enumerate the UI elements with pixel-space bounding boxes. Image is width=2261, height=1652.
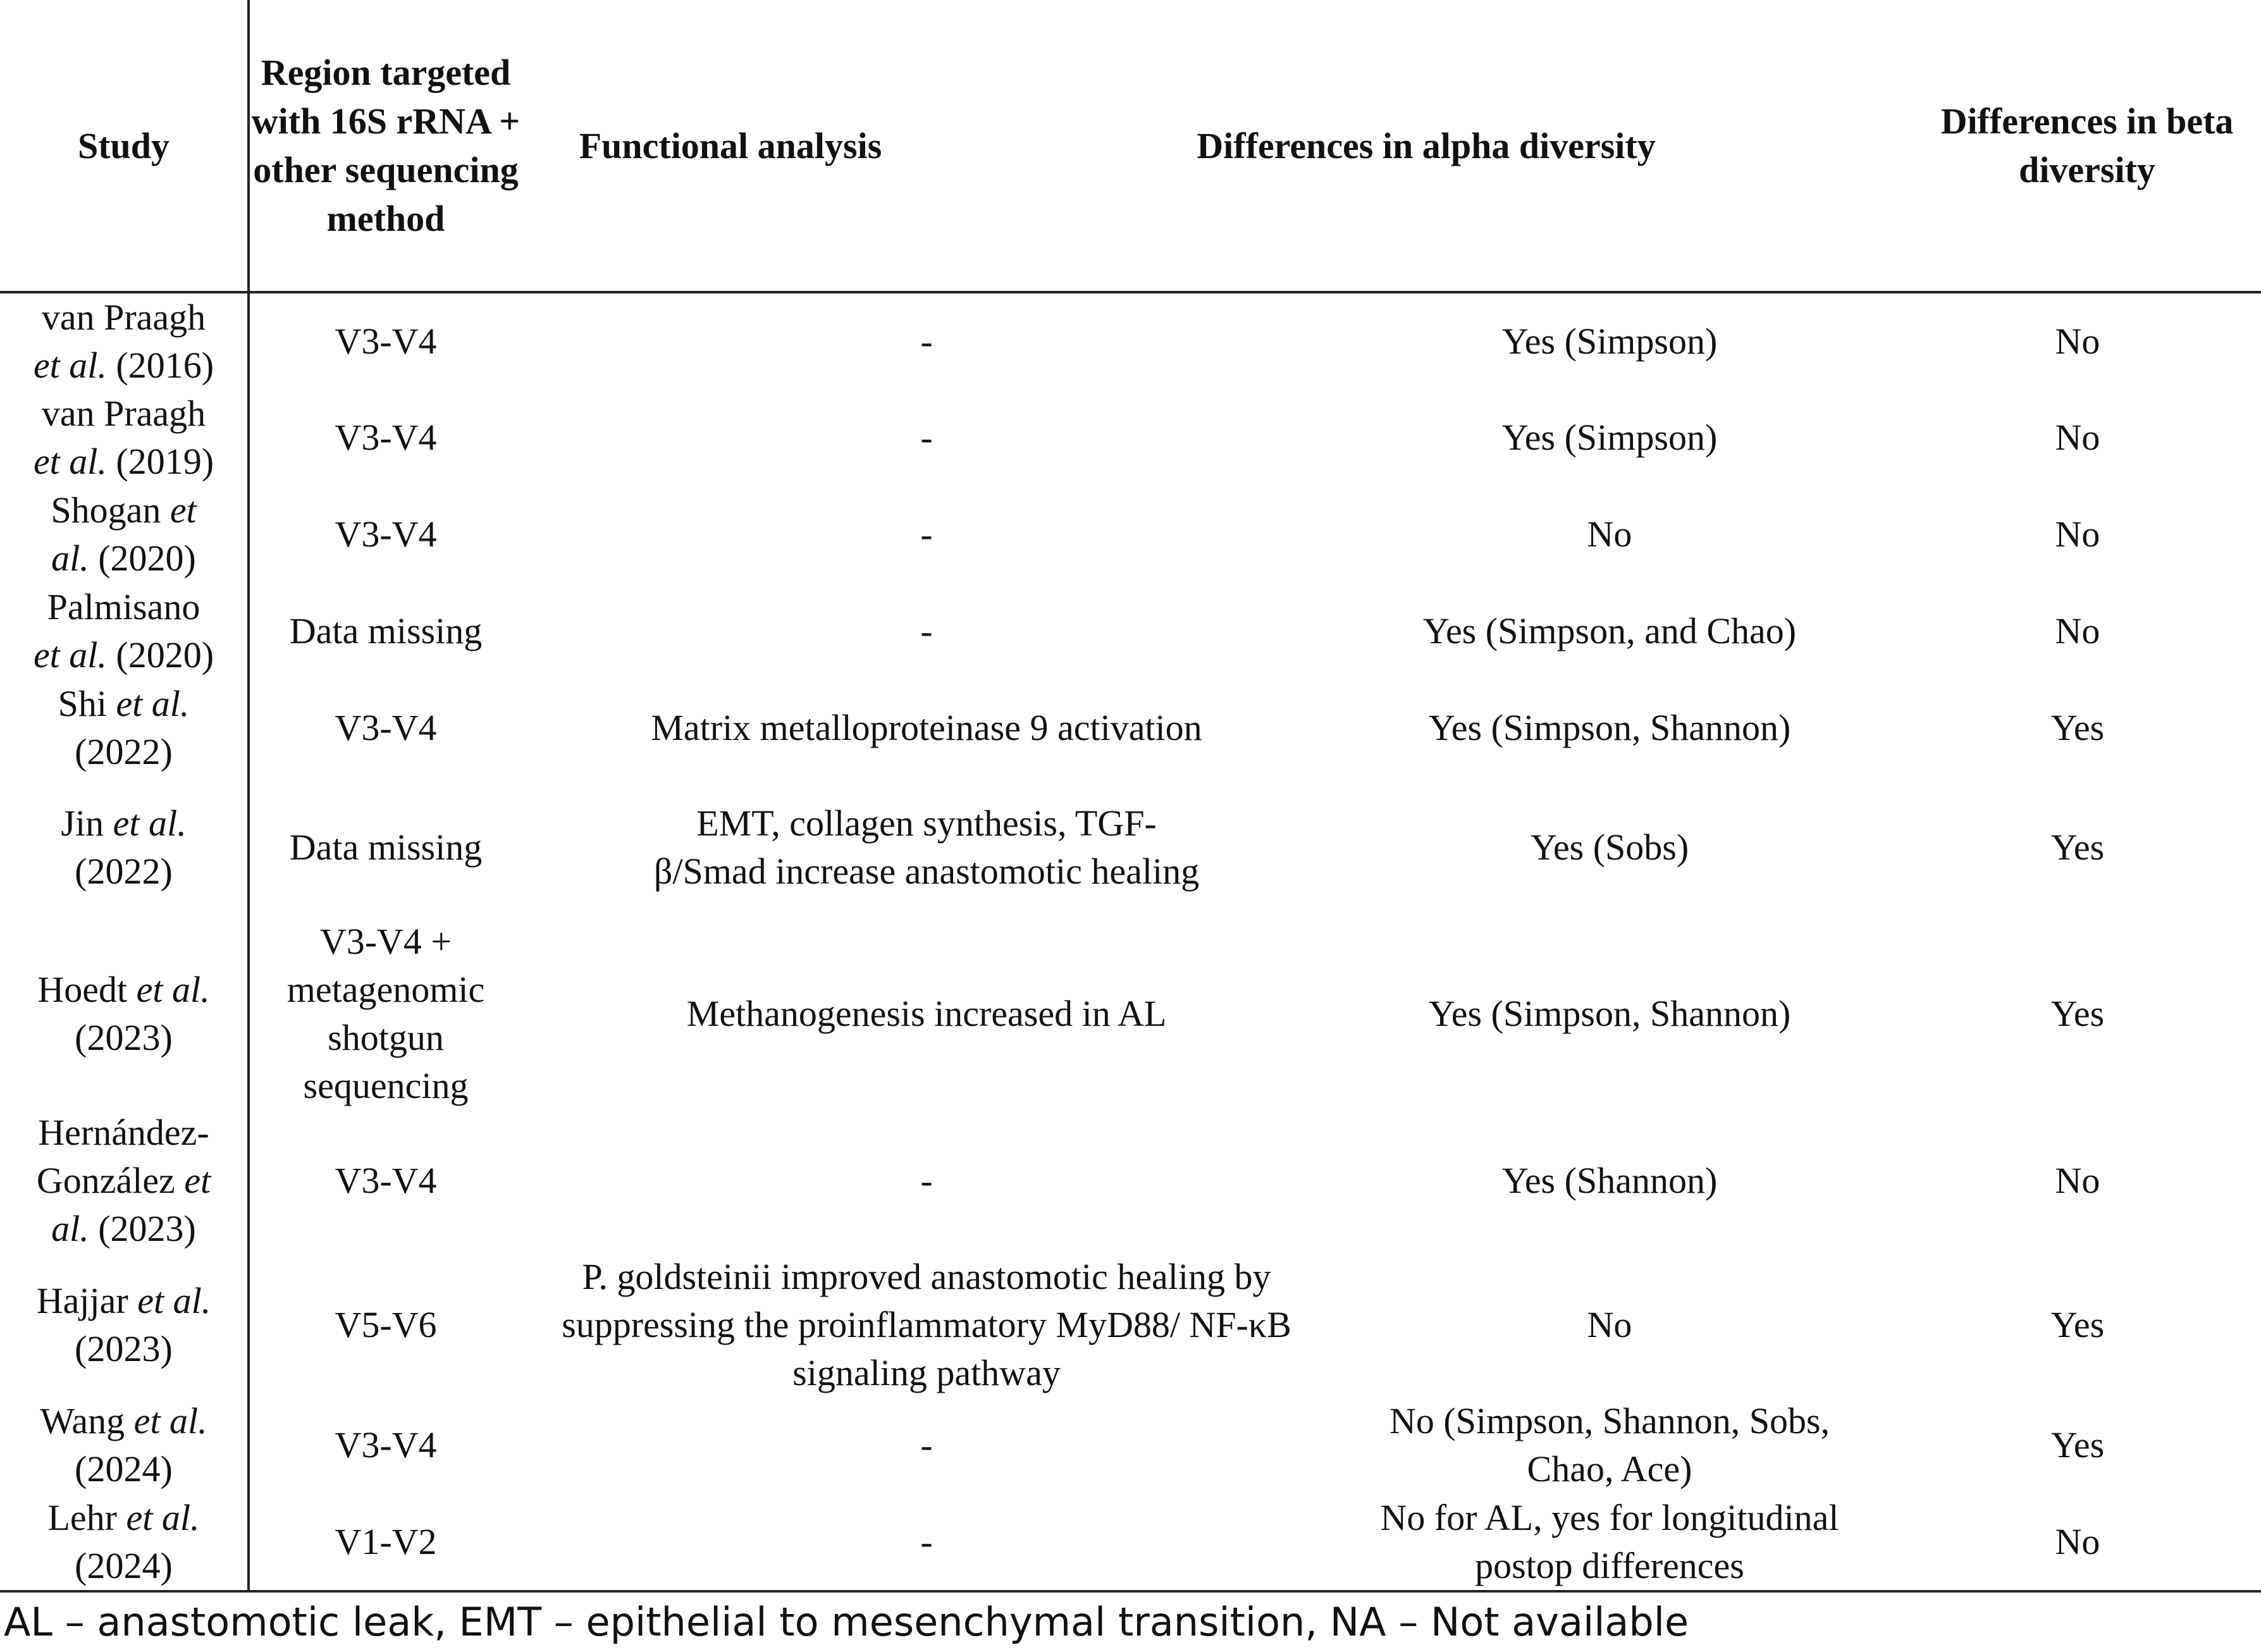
alpha-cell: Yes (Simpson, Shannon) — [1428, 706, 1791, 748]
functional-cell: - — [920, 610, 933, 651]
table-row — [0, 679, 2261, 776]
alpha-cell: Yes (Simpson, Shannon) — [1428, 993, 1791, 1034]
header-functional-analysis: Functional analysis — [579, 125, 882, 166]
functional-cell: - — [920, 320, 933, 362]
region-cell: V3-V4 + metagenomic shotgun sequencing — [286, 921, 485, 1106]
table-row — [0, 776, 2261, 919]
table-row — [0, 1493, 2261, 1590]
table-row — [0, 583, 2261, 679]
beta-cell: Yes — [2050, 993, 2105, 1034]
beta-cell: No — [2055, 513, 2100, 555]
study-cell: Wang et al. (2024) — [40, 1400, 207, 1489]
bottom-rule — [0, 1590, 2261, 1593]
table-row — [0, 1396, 2261, 1493]
alpha-cell: Yes (Simpson, and Chao) — [1422, 610, 1797, 651]
region-cell: V5-V6 — [335, 1304, 437, 1345]
header-region: Region targeted with 16S rRNA + other sequencing method — [251, 52, 521, 239]
table-row — [0, 293, 2261, 389]
study-cell: Jin et al. (2022) — [61, 803, 187, 892]
table-row — [0, 389, 2261, 486]
table-row — [0, 1253, 2261, 1396]
functional-cell: - — [920, 1520, 933, 1562]
alpha-cell: Yes (Simpson) — [1501, 416, 1718, 458]
study-cell: van Praagh et al. (2016) — [33, 296, 214, 386]
functional-cell: P. goldsteinii improved anastomotic healing by suppressing the proinflammatory MyD88/ NF-κB signaling pathway — [562, 1255, 1291, 1393]
table-footnote: AL – anastomotic leak, EMT – epithelial to mesenchymal transition, NA – Not available — [4, 1599, 1689, 1645]
functional-cell: - — [920, 513, 933, 555]
study-cell: Lehr et al. (2024) — [47, 1496, 200, 1586]
region-cell: V1-V2 — [335, 1520, 437, 1562]
region-cell: V3-V4 — [335, 513, 437, 555]
region-cell: Data missing — [289, 610, 483, 651]
alpha-cell: Yes (Sobs) — [1530, 827, 1689, 868]
functional-cell: - — [920, 1424, 933, 1465]
functional-cell: Matrix metalloproteinase 9 activation — [651, 706, 1202, 748]
region-cell: V3-V4 — [335, 320, 437, 362]
study-cell: Palmisano et al. (2020) — [33, 586, 214, 675]
region-cell: V3-V4 — [335, 416, 437, 458]
header-beta-diversity: Differences in beta diversity — [1940, 101, 2234, 190]
alpha-cell: Yes (Simpson) — [1501, 320, 1718, 362]
study-cell: Shi et al. (2022) — [58, 682, 190, 772]
alpha-cell: No (Simpson, Shannon, Sobs, Chao, Ace) — [1389, 1400, 1830, 1489]
functional-cell: - — [920, 416, 933, 458]
functional-cell: Methanogenesis increased in AL — [686, 993, 1167, 1034]
beta-cell: Yes — [2050, 827, 2105, 868]
region-cell: V3-V4 — [335, 706, 437, 748]
beta-cell: No — [2055, 1520, 2100, 1562]
beta-cell: No — [2055, 610, 2100, 651]
header-rule — [0, 291, 2261, 293]
header-alpha-diversity: Differences in alpha diversity — [1197, 125, 1656, 166]
table-row — [0, 486, 2261, 583]
beta-cell: Yes — [2050, 706, 2105, 748]
region-cell: V3-V4 — [335, 1424, 437, 1465]
alpha-cell: Yes (Shannon) — [1501, 1160, 1718, 1201]
beta-cell: Yes — [2050, 1424, 2105, 1465]
alpha-cell: No — [1587, 1304, 1632, 1345]
functional-cell: - — [920, 1160, 933, 1201]
study-cell: Shogan et al. (2020) — [51, 489, 197, 579]
alpha-cell: No for AL, yes for longitudinal postop differences — [1380, 1496, 1839, 1586]
beta-cell: No — [2055, 416, 2100, 458]
region-cell: V3-V4 — [335, 1160, 437, 1201]
alpha-cell: No — [1587, 513, 1632, 555]
beta-cell: Yes — [2050, 1304, 2105, 1345]
region-cell: Data missing — [289, 827, 483, 868]
table-row — [0, 1109, 2261, 1253]
study-cell: Hajjar et al. (2023) — [36, 1279, 211, 1369]
study-cell: Hernández- González et al. (2023) — [36, 1112, 211, 1249]
study-cell: Hoedt et al. (2023) — [37, 969, 210, 1058]
beta-cell: No — [2055, 1160, 2100, 1201]
table-header-row — [0, 0, 2261, 291]
column-divider — [247, 0, 250, 1591]
functional-cell: EMT, collagen synthesis, TGF-β/Smad increase anastomotic healing — [653, 803, 1200, 892]
table-row — [0, 919, 2261, 1109]
beta-cell: No — [2055, 320, 2100, 362]
study-cell: van Praagh et al. (2019) — [33, 392, 214, 482]
header-study: Study — [77, 125, 170, 166]
